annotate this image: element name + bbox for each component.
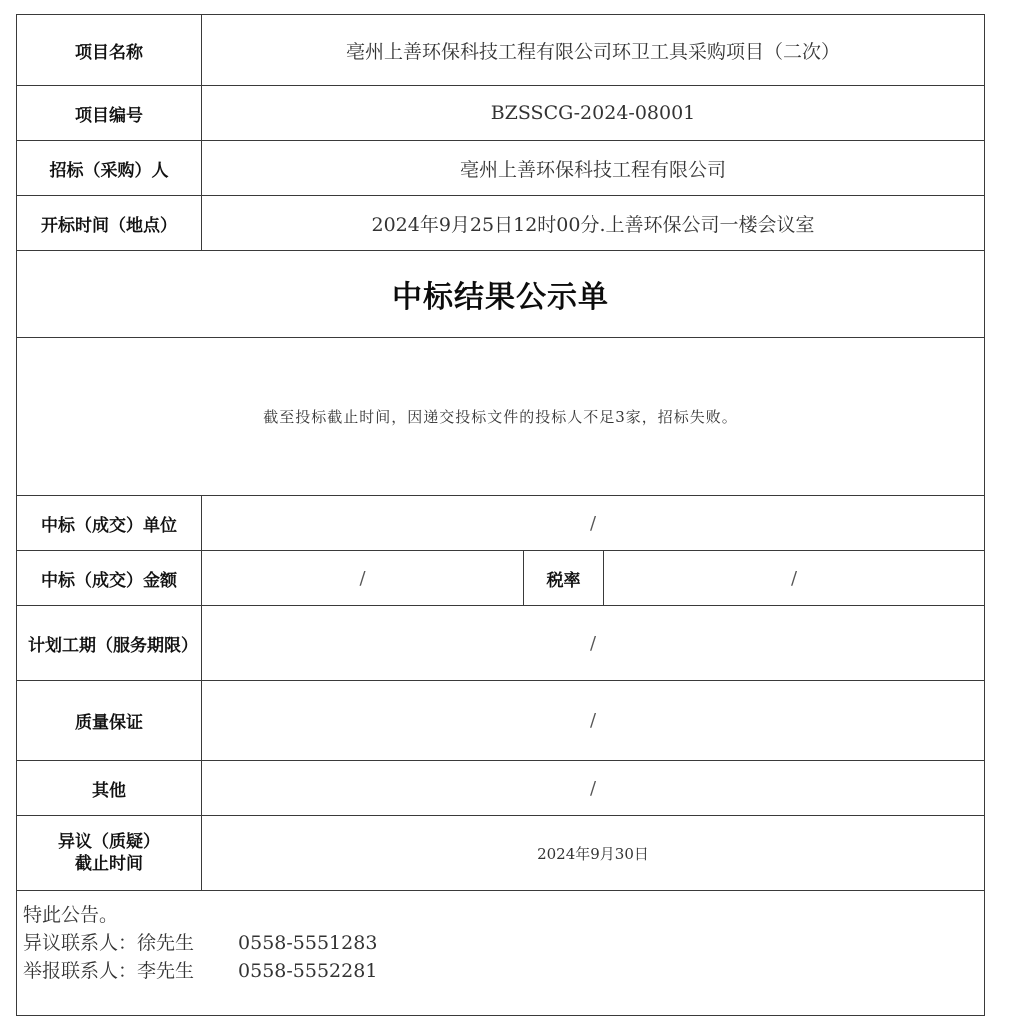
objection-deadline-label: [17, 816, 202, 890]
other-value: /: [589, 777, 597, 799]
tax-rate-value: /: [790, 567, 798, 589]
tax-rate-label: 税率: [524, 551, 604, 605]
project-name-label: 项目名称: [17, 15, 202, 85]
service-period-label: 计划工期（服务期限）: [17, 606, 202, 680]
row-service-period: [17, 606, 984, 681]
result-announcement-table: [16, 14, 985, 1016]
winner-unit-value: /: [589, 512, 597, 534]
row-footer: [17, 891, 984, 1015]
footer-contacts: [23, 901, 377, 985]
winner-amount-label: 中标（成交）金额: [17, 551, 202, 605]
objection-contact-label: 异议联系人：徐先生: [23, 932, 195, 954]
objection-deadline-label-line1: 异议（质疑）: [58, 832, 160, 852]
row-objection-deadline: [17, 816, 984, 891]
objection-deadline-label-line2: 截止时间: [75, 854, 143, 874]
announce-text: 特此公告。: [23, 904, 119, 926]
project-number-label: 项目编号: [17, 86, 202, 140]
objection-contact-phone: 0558-5551283: [238, 932, 378, 954]
page-title: 中标结果公示单: [392, 280, 609, 315]
row-other: [17, 761, 984, 816]
project-number-value: BZSSCG-2024-08001: [490, 102, 696, 124]
row-purchaser: [17, 141, 984, 196]
row-title: [17, 251, 984, 338]
opening-time-label: 开标时间（地点）: [17, 196, 202, 250]
row-winner-unit: [17, 496, 984, 551]
row-notice: [17, 338, 984, 496]
purchaser-label: 招标（采购）人: [17, 141, 202, 195]
objection-deadline-value: 2024年9月30日: [537, 844, 649, 863]
purchaser-value: 亳州上善环保科技工程有限公司: [459, 158, 726, 181]
winner-amount-value: /: [202, 551, 524, 605]
row-winner-amount: [17, 551, 984, 606]
failure-notice: 截至投标截止时间，因递交投标文件的投标人不足3家，招标失败。: [263, 408, 738, 426]
row-quality: [17, 681, 984, 761]
objection-contact: [23, 929, 377, 957]
service-period-value: /: [589, 632, 597, 654]
row-project-number: [17, 86, 984, 141]
report-contact-label: 举报联系人：李先生: [23, 960, 195, 982]
row-opening-time: [17, 196, 984, 251]
row-project-name: [17, 15, 984, 86]
winner-unit-label: 中标（成交）单位: [17, 496, 202, 550]
project-name-value: 亳州上善环保科技工程有限公司环卫工具采购项目（二次）: [345, 40, 840, 63]
other-label: 其他: [17, 761, 202, 815]
quality-value: /: [589, 710, 597, 731]
report-contact: [23, 957, 377, 985]
quality-label: 质量保证: [17, 681, 202, 760]
opening-time-value: 2024年9月25日12时00分.上善环保公司一楼会议室: [371, 213, 815, 236]
report-contact-phone: 0558-5552281: [238, 960, 378, 982]
